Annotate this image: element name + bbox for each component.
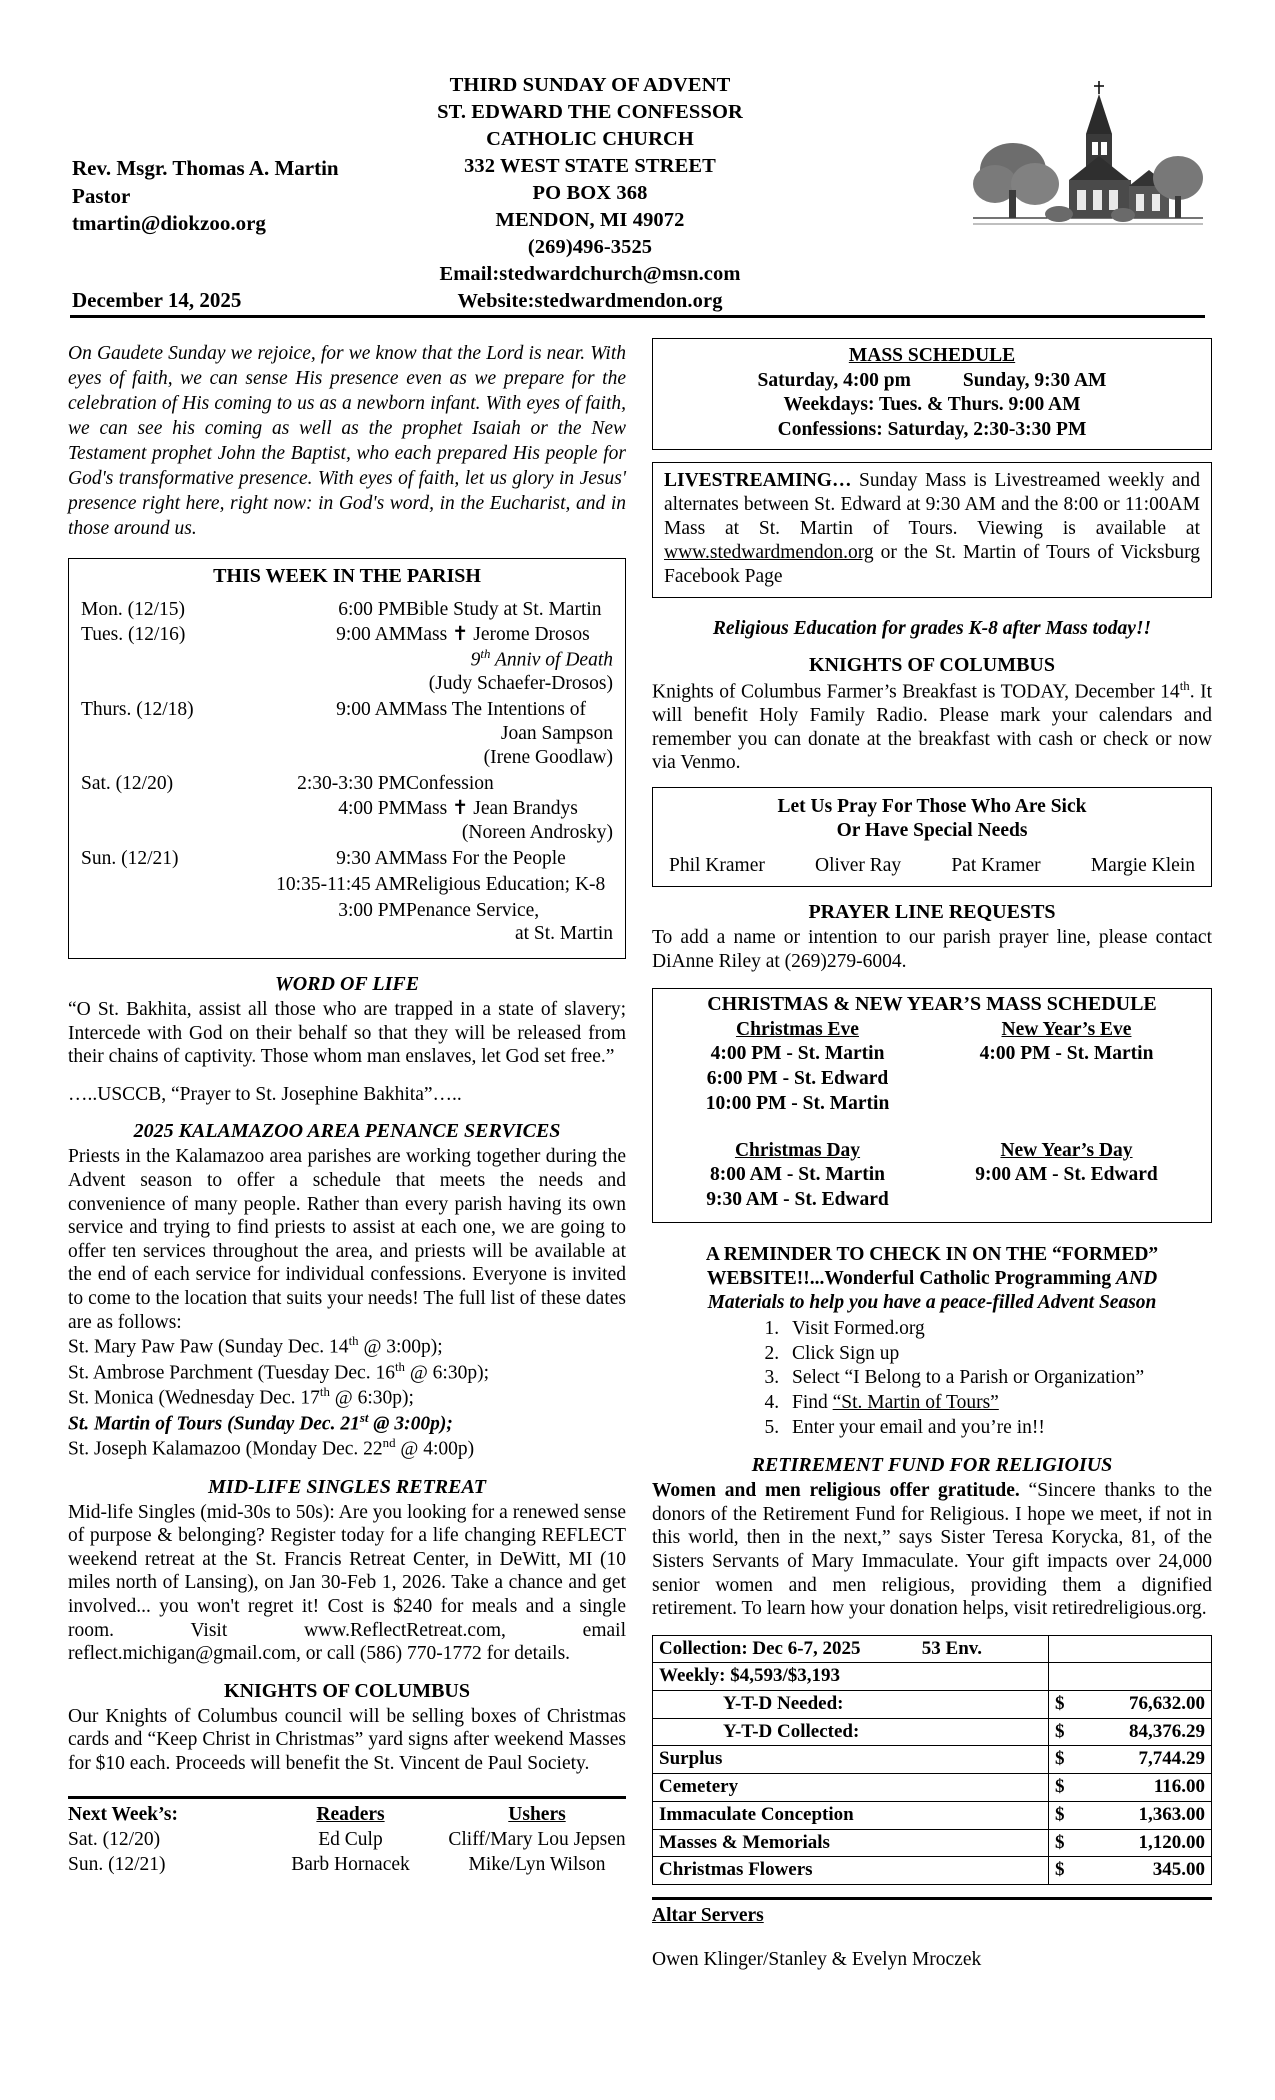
finance-label: Y-T-D Collected: xyxy=(653,1718,1049,1746)
finance-label: Immaculate Conception xyxy=(653,1801,1049,1829)
livestreaming-label: LIVESTREAMING… xyxy=(664,470,852,492)
livestreaming-text-1: Sunday Mass is Livestreamed weekly and alternates between St. Edward at 9:30 AM and the 8:00 or 11:00AM Mass at St. Martin of Tours. Viewing is available at xyxy=(664,470,1200,540)
pray-for-sick-box xyxy=(652,787,1212,887)
formed-line-2-italic: AND xyxy=(1116,1268,1158,1289)
currency-symbol: $ xyxy=(1055,1859,1065,1881)
list-item: 8:00 AM - St. Martin xyxy=(710,1164,885,1186)
penance-item-sup: th xyxy=(394,1359,405,1374)
formed-line-1: A REMINDER TO CHECK IN ON THE “FORMED” xyxy=(705,1243,1159,1265)
header-line-2: CATHOLIC CHURCH xyxy=(486,128,694,151)
knights-right-text-before: Knights of Columbus Farmer’s Breakfast is TODAY, December 14 xyxy=(652,681,1180,703)
table-row xyxy=(653,1746,1212,1774)
parish-event: Mass For the People xyxy=(406,847,566,869)
next-week-usher: Cliff/Mary Lou Jepsen xyxy=(448,1828,626,1850)
christmas-newyear-schedule-box xyxy=(652,988,1212,1223)
list-item: 9:30 AM - St. Edward xyxy=(706,1189,889,1211)
parish-event-main: Mass ✝ Jean Brandys xyxy=(406,798,578,820)
this-week-in-parish-box xyxy=(68,558,626,959)
table-row xyxy=(81,698,613,771)
altar-servers-names: Owen Klinger/Stanley & Evelyn Mroczek xyxy=(652,1948,982,1970)
formed-line-3: Materials to help you have a peace-filled Advent Season xyxy=(707,1292,1157,1314)
christmas-day-label: Christmas Day xyxy=(734,1139,861,1161)
list-item: 5. Enter your email and you’re in!! xyxy=(784,1416,1212,1441)
weekly-amount-blank xyxy=(1049,1663,1212,1691)
header-line-1: ST. EDWARD THE CONFESSOR xyxy=(437,101,743,124)
parish-event-main: Mass ✝ Jerome Drosos xyxy=(406,624,590,646)
parish-event-sub: Joan Sampson xyxy=(500,723,613,745)
weekly-label: Weekly: $4,593/$3,193 xyxy=(653,1663,1049,1691)
list-item: 4:00 PM - St. Martin xyxy=(979,1043,1154,1065)
christmas-day-column xyxy=(663,1139,932,1213)
table-row xyxy=(81,623,613,698)
next-weeks-table xyxy=(68,1803,626,1879)
currency-symbol: $ xyxy=(1055,1831,1065,1853)
mass-weekdays: Weekdays: Tues. & Thurs. 9:00 AM xyxy=(783,394,1081,416)
retreat-title: MID-LIFE SINGLES RETREAT xyxy=(208,1475,486,1498)
table-row xyxy=(81,772,613,798)
list-item: 9:00 AM - St. Edward xyxy=(975,1164,1158,1186)
this-week-title: THIS WEEK IN THE PARISH xyxy=(213,564,481,587)
word-of-life-attribution: …..USCCB, “Prayer to St. Josephine Bakhita”….. xyxy=(68,1083,462,1105)
next-week-day: Sat. (12/20) xyxy=(68,1828,161,1850)
list-item: 10:00 PM - St. Martin xyxy=(705,1092,890,1114)
parish-event: Religious Education; K-8 xyxy=(406,873,606,895)
knights-right-sup: th xyxy=(1179,679,1190,694)
parish-day: Sun. (12/21) xyxy=(81,847,179,869)
finance-value: 116.00 xyxy=(1153,1776,1205,1798)
penance-item-sup: nd xyxy=(382,1436,396,1451)
penance-item-text: St. Martin of Tours (Sunday Dec. 21 xyxy=(68,1413,360,1435)
table-row xyxy=(653,1718,1212,1746)
table-row xyxy=(81,797,613,847)
christmas-eve-label: Christmas Eve xyxy=(736,1018,859,1040)
right-column xyxy=(652,338,1212,1971)
penance-item-sup: st xyxy=(359,1410,369,1425)
christmas-eve-row xyxy=(663,1018,1201,1117)
header-line-7: Email:stedwardchurch@msn.com xyxy=(439,263,741,286)
table-header-row xyxy=(68,1803,626,1828)
pray-for-sick-title-2: Or Have Special Needs xyxy=(836,820,1028,842)
list-item: 3. Select “I Belong to a Parish or Organization” xyxy=(784,1366,1212,1391)
parish-week-table xyxy=(81,598,613,948)
list-item xyxy=(68,1334,626,1359)
parish-day: Sat. (12/20) xyxy=(81,772,174,794)
church-illustration-icon xyxy=(973,78,1203,233)
intro-reflection: On Gaudete Sunday we rejoice, for we know that the Lord is near. With eyes of faith, we can sense His presence even as we prepare for the celebration of His coming to us as a newborn infant. With eyes of faith, we can see his coming as well as the prophet Isaiah or the New Testament prophet John the Baptist, who each prepared His people for God's transformative presence. With eyes of faith, let us glory in Jesus' presence right here, right now: in God's word, in the Eucharist, and in those around us. xyxy=(68,343,626,539)
finance-value: 1,120.00 xyxy=(1138,1831,1205,1853)
penance-item-sup: th xyxy=(319,1385,330,1400)
formed-line-2 xyxy=(652,1267,1212,1291)
penance-services-body: Priests in the Kalamazoo area parishes are working together during the Advent season to offer a schedule that meets the needs and convenience of many people. Rather than every parish having its own service and trying to find priests to assist at each one, we are going to offer ten services throughout the area, and priests will be available at the end of each service for individual confessions. Everyone is invited to come to the location that suits your needs! The full list of these dates are as follows: xyxy=(68,1146,626,1333)
header-line-4: PO BOX 368 xyxy=(532,182,648,205)
livestreaming-text-2: or the St. Martin of Tours of Vicksburg Facebook Page xyxy=(664,542,1200,588)
retirement-fund-title: RETIREMENT FUND FOR RELIGIOIUS xyxy=(751,1454,1113,1477)
formed-heading xyxy=(652,1243,1212,1316)
parish-event xyxy=(406,899,613,949)
header-line-6: (269)496-3525 xyxy=(527,236,653,259)
penance-item-tail: @ 4:00p) xyxy=(395,1438,475,1460)
new-years-eve-label: New Year’s Eve xyxy=(1001,1018,1132,1040)
prayer-line-title: PRAYER LINE REQUESTS xyxy=(808,901,1056,924)
penance-item-tail: @ 3:00p); xyxy=(358,1336,443,1358)
collection-envelopes: 53 Env. xyxy=(921,1637,982,1659)
pastor-name: Rev. Msgr. Thomas A. Martin xyxy=(72,156,339,180)
collection-finance-table xyxy=(652,1635,1212,1885)
currency-symbol: $ xyxy=(1055,1776,1065,1798)
pray-for-sick-names xyxy=(663,855,1201,877)
parish-time: 9:00 AM xyxy=(336,699,406,721)
currency-symbol: $ xyxy=(1055,1693,1065,1715)
parish-day xyxy=(81,899,231,949)
table-row xyxy=(653,1829,1212,1857)
table-row xyxy=(653,1691,1212,1719)
mass-schedule-box xyxy=(652,338,1212,450)
penance-item-tail: @ 6:30p); xyxy=(404,1362,490,1384)
parish-day xyxy=(81,797,231,847)
collection-label: Collection: Dec 6-7, 2025 xyxy=(659,1637,861,1659)
table-row xyxy=(81,899,613,949)
parish-time: 4:00 PM xyxy=(338,798,406,820)
collection-amount-blank xyxy=(1049,1635,1212,1663)
formed-steps-list xyxy=(652,1317,1212,1440)
table-row xyxy=(653,1801,1212,1829)
table-row xyxy=(68,1853,626,1878)
parish-event: Confession xyxy=(406,772,494,794)
word-of-life-quote: “O St. Bakhita, assist all those who are trapped in a state of slavery; Intercede with God on their behalf so that they will be released from their chains of captivity. Those whom man enslaves, let God set free.” xyxy=(68,999,626,1068)
pastor-role: Pastor xyxy=(72,183,131,208)
finance-label: Christmas Flowers xyxy=(653,1857,1049,1885)
penance-item-tail: @ 6:30p); xyxy=(329,1387,414,1409)
list-item: Margie Klein xyxy=(1090,855,1195,877)
bulletin-header xyxy=(0,0,1275,313)
religious-education-note: Religious Education for grades K-8 after Mass today!! xyxy=(712,618,1152,640)
formed-step-text: Find xyxy=(792,1392,833,1414)
parish-event-sub2: (Judy Schaefer-Drosos) xyxy=(428,673,613,695)
finance-label: Cemetery xyxy=(653,1774,1049,1802)
new-years-day-items xyxy=(932,1163,1201,1188)
parish-event: Bible Study at St. Martin xyxy=(406,598,602,620)
list-item: 4:00 PM - St. Martin xyxy=(710,1043,885,1065)
header-line-0: THIRD SUNDAY OF ADVENT xyxy=(449,74,731,96)
parish-title-block xyxy=(300,72,880,315)
mass-schedule-weekend xyxy=(663,369,1201,394)
currency-symbol: $ xyxy=(1055,1748,1065,1770)
finance-label: Masses & Memorials xyxy=(653,1829,1049,1857)
parish-time: 10:35-11:45 AM xyxy=(276,873,406,895)
header-line-8: Website:stedwardmendon.org xyxy=(457,290,723,313)
parish-day xyxy=(81,873,231,899)
parish-event xyxy=(406,797,613,847)
list-item xyxy=(68,1411,626,1436)
formed-line-2-bold: WEBSITE!!...Wonderful Catholic Programming xyxy=(706,1268,1116,1289)
parish-event-sub2: (Irene Goodlaw) xyxy=(483,746,613,768)
next-week-reader: Ed Culp xyxy=(318,1828,383,1850)
table-row xyxy=(653,1857,1212,1885)
penance-item-text: St. Ambrose Parchment (Tuesday Dec. 16 xyxy=(68,1362,395,1384)
next-week-usher: Mike/Lyn Wilson xyxy=(468,1854,606,1876)
parish-time: 2:30-3:30 PM xyxy=(297,772,406,794)
mass-confessions: Confessions: Saturday, 2:30-3:30 PM xyxy=(777,418,1087,440)
knights-left-body: Our Knights of Columbus council will be selling boxes of Christmas cards and “Keep Christ in Christmas” yard signs after weekend Masses for $10 each. Proceeds will benefit the St. Vincent de Paul Society. xyxy=(68,1705,626,1774)
altar-servers-section xyxy=(652,1897,1212,1971)
mass-schedule-title: MASS SCHEDULE xyxy=(848,345,1016,366)
table-row xyxy=(81,598,613,624)
parish-day: Tues. (12/16) xyxy=(81,624,186,646)
new-years-eve-column xyxy=(932,1018,1201,1117)
next-week-day: Sun. (12/21) xyxy=(68,1854,166,1876)
header-divider xyxy=(70,315,1205,318)
penance-item-text: St. Mary Paw Paw (Sunday Dec. 14 xyxy=(68,1336,349,1358)
parish-event-sub: at St. Martin xyxy=(514,923,613,945)
retreat-body: Mid-life Singles (mid-30s to 50s): Are you looking for a renewed sense of purpose & belonging? Register today for a life changing REFLECT weekend retreat at the St. Francis Retreat Center, in DeWitt, MI (10 miles north of Lansing), on Jan 30-Feb 1, 2026. Take a chance and get involved... you won't regret it! Cost is $240 for meals and a single room. Visit www.ReflectRetreat.com, email reflect.michigan@gmail.com, or call (586) 770-1772 for details. xyxy=(68,1501,626,1665)
parish-event-sub: 9th Anniv of Death xyxy=(470,647,613,671)
table-row xyxy=(81,873,613,899)
penance-services-title: 2025 KALAMAZOO AREA PENANCE SERVICES xyxy=(133,1120,561,1143)
altar-servers-title: Altar Servers xyxy=(652,1904,764,1926)
knights-right-title: KNIGHTS OF COLUMBUS xyxy=(809,654,1055,677)
finance-value: 84,376.29 xyxy=(1129,1720,1205,1742)
table-row xyxy=(653,1663,1212,1691)
collection-header-cell xyxy=(653,1635,1049,1663)
formed-step-underlined: “St. Martin of Tours” xyxy=(832,1392,999,1414)
parish-time: 3:00 PM xyxy=(338,899,406,921)
header-line-3: 332 WEST STATE STREET xyxy=(464,155,716,178)
finance-label: Y-T-D Needed: xyxy=(653,1691,1049,1719)
finance-amount xyxy=(1049,1691,1212,1719)
list-item xyxy=(68,1436,626,1461)
retirement-fund-lead: Women and men religious offer gratitude. xyxy=(652,1480,1020,1502)
header-line-5: MENDON, MI 49072 xyxy=(495,209,685,232)
finance-label: Surplus xyxy=(653,1746,1049,1774)
livestreaming-link[interactable]: www.stedwardmendon.org xyxy=(664,542,874,564)
parish-time: 9:00 AM xyxy=(336,624,406,646)
content-columns xyxy=(0,338,1275,1971)
next-week-reader: Barb Hornacek xyxy=(291,1854,410,1876)
left-column xyxy=(68,338,626,1971)
table-row xyxy=(68,1828,626,1853)
pastor-email: tmartin@diokzoo.org xyxy=(72,211,266,236)
new-years-day-label: New Year’s Day xyxy=(1000,1139,1133,1161)
parish-event xyxy=(406,623,613,698)
readers-column-header: Readers xyxy=(316,1803,385,1825)
list-item: 1. Visit Formed.org xyxy=(784,1317,1212,1342)
next-weeks-label: Next Week’s: xyxy=(68,1803,178,1825)
mass-saturday: Saturday, 4:00 pm xyxy=(757,369,911,391)
new-years-day-column xyxy=(932,1139,1201,1213)
penance-item-tail: @ 3:00p); xyxy=(368,1413,453,1435)
parish-event-sub2: (Noreen Androsky) xyxy=(461,822,613,844)
parish-event-main: Mass The Intentions of xyxy=(406,699,586,721)
finance-amount xyxy=(1049,1857,1212,1885)
knights-right-body xyxy=(652,679,1212,775)
finance-amount xyxy=(1049,1774,1212,1802)
retirement-fund-text: “Sincere thanks to the donors of the Retirement Fund for Religious. I hope we meet, if not in this world, then in the next,” says Sister Teresa Korycka, 81, of the Sisters Servants of Mary Immaculate. Your gift impacts over 24,000 senior women and men religious, providing them a dignified retirement. To learn how your donation helps, visit retiredreligious.org. xyxy=(652,1480,1212,1620)
penance-item-sup: th xyxy=(348,1334,359,1349)
pray-for-sick-title-1: Let Us Pray For Those Who Are Sick xyxy=(777,796,1087,818)
christmas-eve-column xyxy=(663,1018,932,1117)
list-item xyxy=(784,1391,1212,1416)
christmas-day-items xyxy=(663,1163,932,1213)
penance-item-text: St. Joseph Kalamazoo (Monday Dec. 22 xyxy=(68,1438,383,1460)
parish-event xyxy=(406,698,613,771)
currency-symbol: $ xyxy=(1055,1803,1065,1825)
penance-services-list xyxy=(68,1334,626,1461)
finance-amount xyxy=(1049,1746,1212,1774)
table-row xyxy=(653,1774,1212,1802)
currency-symbol: $ xyxy=(1055,1720,1065,1742)
finance-amount xyxy=(1049,1829,1212,1857)
prayer-line-body: To add a name or intention to our parish prayer line, please contact DiAnne Riley at (269)279-6004. xyxy=(652,927,1212,972)
christmas-eve-items xyxy=(663,1042,932,1116)
table-row xyxy=(653,1635,1212,1663)
list-item xyxy=(68,1360,626,1385)
finance-value: 1,363.00 xyxy=(1138,1803,1205,1825)
table-row xyxy=(81,847,613,873)
parish-event-main: Penance Service, xyxy=(406,899,540,921)
finance-value: 7,744.29 xyxy=(1138,1748,1205,1770)
list-item: Phil Kramer xyxy=(669,855,765,877)
list-item: 6:00 PM - St. Edward xyxy=(706,1068,889,1090)
ushers-column-header: Ushers xyxy=(508,1803,566,1825)
bulletin-date: December 14, 2025 xyxy=(72,288,242,312)
knights-left-title: KNIGHTS OF COLUMBUS xyxy=(224,1679,470,1702)
pastor-info xyxy=(72,155,339,238)
livestreaming-box xyxy=(652,462,1212,598)
retirement-fund-body xyxy=(652,1479,1212,1621)
list-item: Oliver Ray xyxy=(815,855,902,877)
mass-sunday: Sunday, 9:30 AM xyxy=(962,369,1107,391)
next-weeks-section xyxy=(68,1796,626,1879)
finance-value: 76,632.00 xyxy=(1129,1693,1205,1715)
list-item: 2. Click Sign up xyxy=(784,1342,1212,1367)
list-item xyxy=(68,1385,626,1410)
finance-amount xyxy=(1049,1718,1212,1746)
christmas-schedule-title: CHRISTMAS & NEW YEAR’S MASS SCHEDULE xyxy=(707,992,1157,1015)
finance-value: 345.00 xyxy=(1152,1859,1205,1881)
parish-day: Mon. (12/15) xyxy=(81,598,185,620)
word-of-life-title: WORD OF LIFE xyxy=(274,973,420,996)
knights-right-text-after: . It will benefit Holy Family Radio. Please mark your calendars and remember you can donate at the breakfast with cash or check or now via Venmo. xyxy=(652,681,1212,774)
finance-amount xyxy=(1049,1801,1212,1829)
parish-time: 9:30 AM xyxy=(336,847,406,869)
penance-item-text: St. Monica (Wednesday Dec. 17 xyxy=(68,1387,320,1409)
christmas-day-row xyxy=(663,1139,1201,1213)
parish-day: Thurs. (12/18) xyxy=(81,699,194,721)
new-years-eve-items xyxy=(932,1042,1201,1094)
parish-time: 6:00 PM xyxy=(338,598,406,620)
list-item: Pat Kramer xyxy=(951,855,1041,877)
